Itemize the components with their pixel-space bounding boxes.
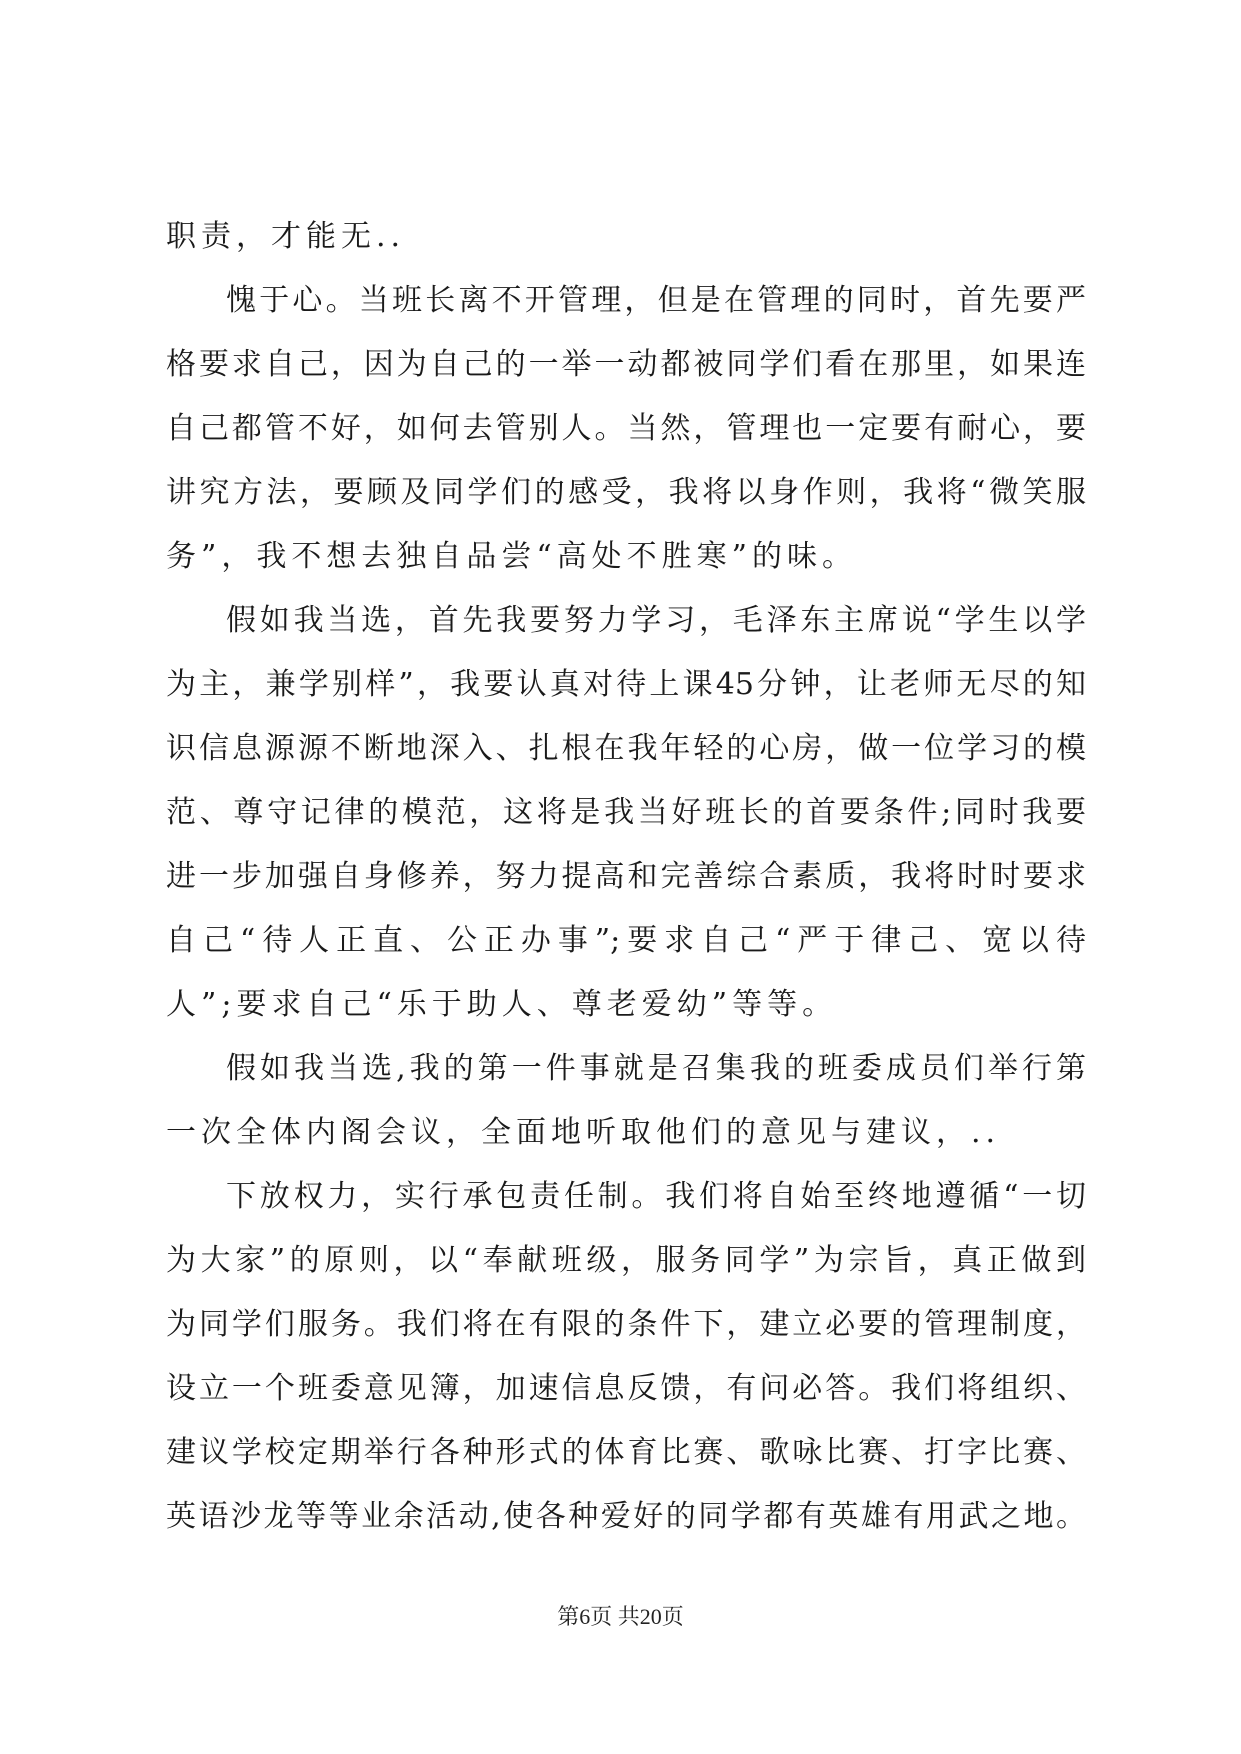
text-line: 假如我当选,我的第一件事就是召集我的班委成员们举行第: [226, 1051, 1086, 1086]
text-line: 为同学们服务。我们将在有限的条件下，建立必要的管理制度，: [166, 1307, 1086, 1342]
text-line: 为大家”的原则，以“奉献班级，服务同学”为宗旨，真正做到: [166, 1243, 1086, 1278]
text-line: 讲究方法，要顾及同学们的感受，我将以身作则，我将“微笑服: [166, 475, 1086, 510]
text-line: 范、尊守记律的模范，这将是我当好班长的首要条件;同时我要: [166, 795, 1086, 830]
text-line: 人”;要求自己“乐于助人、尊老爱幼”等等。: [166, 987, 838, 1022]
text-line: 建议学校定期举行各种形式的体育比赛、歌咏比赛、打字比赛、: [166, 1435, 1086, 1470]
text-line: 格要求自己，因为自己的一举一动都被同学们看在那里，如果连: [166, 347, 1086, 382]
text-line: 职责，才能无..: [166, 219, 406, 254]
document-body: [166, 205, 1086, 1549]
text-line: 假如我当选，首先我要努力学习，毛泽东主席说“学生以学: [226, 603, 1086, 638]
text-line: 进一步加强自身修养，努力提高和完善综合素质，我将时时要求: [166, 859, 1086, 894]
text-line: 自己都管不好，如何去管别人。当然，管理也一定要有耐心，要: [166, 411, 1086, 446]
text-line: 务”，我不想去独自品尝“高处不胜寒”的味。: [166, 539, 858, 574]
text-line: 下放权力，实行承包责任制。我们将自始至终地遵循“一切: [226, 1179, 1086, 1214]
text-line: 自己“待人正直、公正办事”;要求自己“严于律己、宽以待: [166, 923, 1086, 958]
text-line: 为主，兼学别样”，我要认真对待上课45分钟，让老师无尽的知: [166, 667, 1086, 702]
text-line: 英语沙龙等等业余活动,使各种爱好的同学都有英雄有用武之地。: [166, 1499, 1086, 1534]
page-number-footer: 第6页 共20页: [557, 1604, 684, 1629]
text-line: 一次全体内阁会议，全面地听取他们的意见与建议，..: [166, 1115, 1001, 1150]
text-line: 设立一个班委意见簿，加速信息反馈，有问必答。我们将组织、: [166, 1371, 1086, 1406]
text-line: 识信息源源不断地深入、扎根在我年轻的心房，做一位学习的模: [166, 731, 1086, 766]
text-line: 愧于心。当班长离不开管理，但是在管理的同时，首先要严: [226, 283, 1086, 318]
